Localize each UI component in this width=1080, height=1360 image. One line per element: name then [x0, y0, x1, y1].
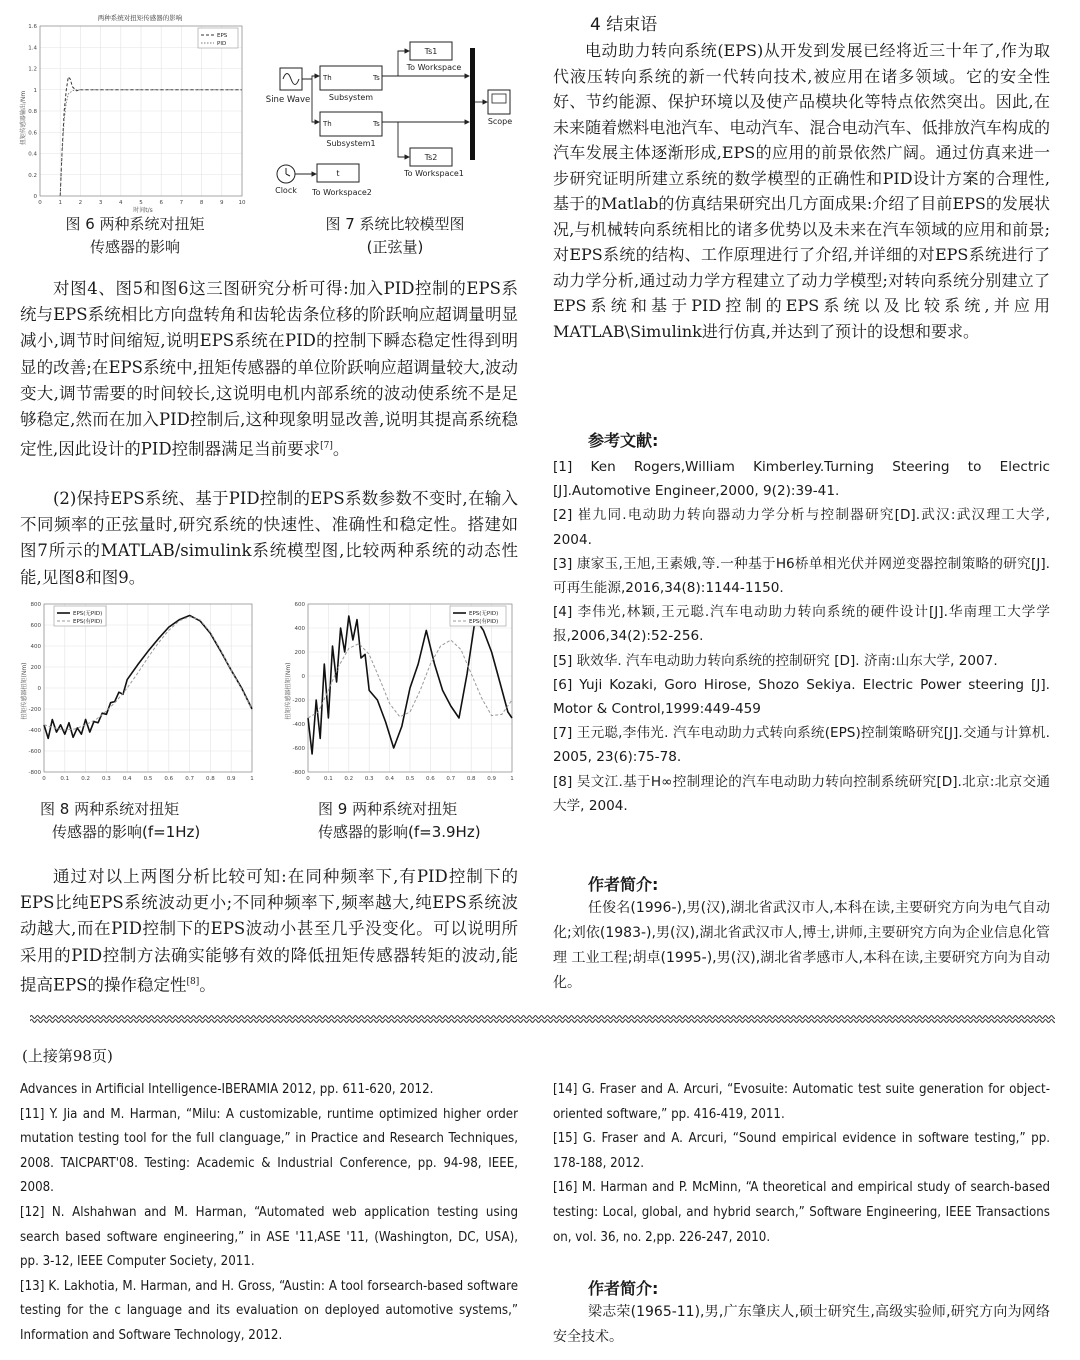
bottom-right-references	[553, 1078, 1050, 1250]
legend-entry: EPS(无PID)	[73, 611, 103, 617]
figure-8-ylabel: 扭矩传感器扭矩(Nm)	[21, 662, 28, 720]
y-tick-label: 0.4	[28, 151, 37, 158]
figure-8	[18, 596, 263, 786]
x-tick-label: 10	[238, 200, 246, 206]
x-tick-label: 0.5	[143, 776, 153, 782]
x-tick-label: 0.1	[324, 776, 333, 782]
x-tick-label: 0.3	[364, 776, 374, 782]
x-tick-label: 1	[58, 200, 62, 206]
x-tick-label: 9	[220, 200, 224, 206]
y-tick-label: -600	[28, 749, 41, 755]
left-paragraph-3-text: 通过对以上两图分析比较可知:在同种频率下,有PID控制下的EPS比纯EPS系统波动更小;不同种频率下,频率越大,纯EPS系统波动越大,而在PID控制下的EPS波动小甚至几乎没变化。可以说明所采用的PID控制方法确实能够有效的降低扭矩传感器转矩的波动,能提高EPS的操作稳定性	[20, 867, 518, 995]
left-paragraph-1-text: 对图4、图5和图6这三图研究分析可得:加入PID控制的EPS系统与EPS系统相比方向盘转角和齿轮齿条位移的阶跃响应超调量明显减小,调节时间缩短,说明EPS系统在PID的控制下瞬态稳定性得到明显的改善;在EPS系统中,扭矩传感器的单位阶跃响应超调量较大,波动变大,调节需要的时间较长,这说明电机内部系统的波动使系统不是足够稳定,然而在加入PID控制后,这种现象明显改善,说明其提高系统稳定性,因此设计的PID控制器满足当前要求	[20, 279, 518, 459]
y-tick-label: 1	[33, 87, 37, 94]
figure-6-ylabel: 扭矩传感器输出/Nm	[20, 90, 27, 146]
sine-wave-label: Sine Wave	[265, 95, 311, 105]
x-tick-label: 0.4	[122, 776, 132, 782]
figure-6-chart	[18, 8, 250, 213]
x-tick-label: 6	[159, 200, 163, 206]
left-paragraph-1-end: 。	[332, 439, 350, 459]
x-tick-label: 4	[119, 200, 123, 206]
continued-note: (上接第98页)	[22, 1047, 113, 1065]
figure-9-caption-line1: 图 9 两种系统对扭矩	[318, 800, 458, 818]
y-tick-label: 0	[301, 674, 305, 680]
y-tick-label: 1.2	[28, 66, 37, 73]
reference-item: [8] 吴文江.基于H∞控制理论的汽车电动助力转向控制系统研究[D].北京:北京交通大学, 2004.	[553, 773, 1050, 814]
legend-entry: EPS	[217, 33, 228, 39]
section-heading-conclusion: 4 结束语	[590, 15, 658, 35]
legend-entry: EPS(有PID)	[73, 619, 103, 625]
x-tick-label: 1	[250, 776, 254, 782]
ts2-name: Ts2	[424, 153, 438, 162]
figure-9-ylabel: 扭矩传感器扭矩(Nm)	[285, 662, 292, 720]
legend-entry: EPS(有PID)	[469, 619, 499, 625]
reference-item: [4] 李伟光,林颖,王元聪.汽车电动助力转向系统的硬件设计[J].华南理工大学学报,2006,34(2):52-256.	[553, 604, 1050, 645]
figure-9-chart	[282, 596, 522, 786]
figure-9-caption-line2: 传感器的影响(f=3.9Hz)	[318, 823, 481, 841]
citation-7: [7]	[320, 441, 333, 452]
x-tick-label: 0	[306, 776, 310, 782]
figure-8-caption	[40, 798, 240, 844]
y-tick-label: 400	[294, 626, 305, 632]
reference-item: [11] Y. Jia and M. Harman, “Milu: A customizable, runtime optimized higher order mutation testing tool for the full clanguage,” in Practice and Research Techniques, 2008. TAICPART'08. Testing: Academic & Industrial Conference, pp. 94-98, IEEE, 2008.	[20, 1106, 518, 1196]
series-line-2	[60, 90, 242, 196]
x-tick-label: 0.2	[81, 776, 90, 782]
x-tick-label: 0	[38, 200, 42, 206]
bottom-left-references	[20, 1078, 518, 1349]
figure-7-caption-line2: (正弦量)	[366, 238, 424, 256]
reference-item: [15] G. Fraser and A. Arcuri, “Sound empirical evidence in software testing,” pp. 178-188, 2012.	[553, 1131, 1050, 1171]
y-tick-label: 600	[30, 623, 41, 629]
x-tick-label: 0.8	[206, 776, 215, 782]
y-tick-label: 1.4	[28, 45, 37, 52]
author-title: 作者简介:	[588, 875, 659, 894]
figure-6	[18, 8, 250, 213]
reference-item: [7] 王元聪,李伟光. 汽车电动助力式转向系统(EPS)控制策略研究[J].交通与计算机. 2005, 23(6):75-78.	[553, 725, 1050, 766]
conclusion-paragraph: 电动助力转向系统(EPS)从开发到发展已经将近三十年了,作为取代液压转向系统的新一代转向技术,被应用在诸多领域。它的安全性好、节约能源、保护环境以及使产品模块化等特点依然突出。因此,在未来随着燃料电池汽车、电动汽车、混合电动汽车、低排放汽车构成的汽车发展主体逐渐形成,EPS的应用的前景依然广阔。通过仿真来进一步研究证明所建立系统的数学模型的正确性和PID设计方案的合理性,基于的Matlab的仿真结果研究出几方面成果:介绍了目前EPS的发展状况,与机械转向系统相比的诸多优势以及未来在汽车领域的应用和前景;对EPS系统的结构、工作原理进行了介绍,并详细的对EPS系统进行了动力学分析,通过动力学方程建立了动力学模型;对转向系统分别建立了EPS系统和基于PID控制的EPS系统以及比较系统,并应用MATLAB\Simulink进行仿真,并达到了预计的设想和要求。	[553, 41, 1050, 341]
x-tick-label: 1	[510, 776, 514, 782]
legend-entry: EPS(无PID)	[469, 611, 499, 617]
reference-item: [1] Ken Rogers,William Kimberley.Turning Steering to Electric [J].Automotive Engineer,2000, 9(2):39-41.	[553, 459, 1050, 500]
x-tick-label: 0.4	[385, 776, 394, 782]
y-tick-label: -400	[28, 728, 41, 734]
subsystem1-in-port: Th	[323, 120, 332, 128]
subsystem1-out-port: Ts	[373, 120, 380, 128]
y-tick-label: -800	[292, 770, 305, 776]
left-paragraph-1	[20, 276, 518, 463]
author-bio: 任俊名(1996-),男(汉),湖北省武汉市人,本科在读,主要研究方向为电气自动化;刘依(1983-),男(汉),湖北省武汉市人,博士,讲师,主要研究方向为企业信息化管理 工业工程;胡卓(1995-),男(汉),湖北省孝感市人,本科在读,主要研究方向为自动化。	[553, 900, 1050, 991]
y-tick-label: 200	[30, 665, 41, 671]
y-tick-label: -200	[292, 698, 305, 704]
x-tick-label: 0.7	[185, 776, 194, 782]
scope-icon	[492, 94, 506, 103]
x-tick-label: 0.9	[226, 776, 236, 782]
figure-7	[262, 30, 532, 205]
x-tick-label: 0.5	[405, 776, 415, 782]
x-tick-label: 0.9	[487, 776, 496, 782]
reference-item: [2] 崔九同.电动助力转向器动力学分析与控制器研究[D].武汉:武汉理工大学, 2004.	[553, 507, 1050, 548]
figure-8-chart	[18, 596, 263, 786]
subsystem-out-port: Ts	[373, 74, 380, 82]
y-tick-label: -800	[28, 770, 41, 776]
figure-7-caption-line1: 图 7 系统比较模型图	[325, 215, 465, 233]
series-line-1	[60, 77, 242, 196]
ts2-label: To Workspace1	[404, 169, 464, 178]
y-tick-label: -400	[292, 722, 305, 728]
x-tick-label: 7	[179, 200, 184, 206]
x-tick-label: 0.1	[60, 776, 70, 782]
scope-label: Scope	[487, 117, 513, 126]
t-name: t	[336, 169, 340, 178]
legend-entry: PID	[217, 41, 227, 47]
figure-9-caption	[318, 798, 528, 844]
y-tick-label: -200	[28, 707, 41, 713]
y-tick-label: 600	[294, 602, 305, 608]
figure-6-caption-line2: 传感器的影响	[89, 238, 180, 256]
citation-8: [8]	[186, 976, 200, 987]
y-tick-label: 200	[294, 650, 305, 656]
figure-8-caption-line2: 传感器的影响(f=1Hz)	[52, 823, 201, 841]
figure-7-diagram	[262, 30, 532, 205]
x-tick-label: 3	[98, 200, 103, 206]
x-tick-label: 0.6	[426, 776, 435, 782]
subsystem-in-port: Th	[323, 74, 332, 82]
reference-item: Advances in Artificial Intelligence-IBERAMIA 2012, pp. 611-620, 2012.	[20, 1082, 434, 1097]
figure-7-caption	[285, 213, 505, 259]
figure-8-caption-line1: 图 8 两种系统对扭矩	[40, 800, 180, 818]
x-tick-label: 0.3	[102, 776, 111, 782]
x-tick-label: 2	[78, 200, 83, 206]
x-tick-label: 0	[42, 776, 46, 782]
reference-item: [6] Yuji Kozaki, Goro Hirose, Shozo Sekiya. Electric Power steering [J]. Motor & Control,1999:449-459	[553, 676, 1050, 718]
reference-item: [13] K. Lakhotia, M. Harman, and H. Gross, “Austin: A tool forsearch-based software testing for the c language and its evaluation on deployed automotive systems,” Information and Software Technology, 2012.	[20, 1278, 518, 1343]
y-tick-label: 0.2	[28, 172, 37, 179]
ts1-name: Ts1	[424, 47, 438, 56]
wavy-divider	[30, 1012, 1055, 1026]
left-paragraph-3	[20, 864, 518, 999]
t-label: To Workspace2	[312, 188, 372, 197]
ts1-label: To Workspace	[406, 63, 462, 72]
y-tick-label: -600	[292, 746, 305, 752]
figure-6-plot-title: 两种系统对扭矩传感器的影响	[97, 14, 183, 22]
y-tick-label: 1.6	[28, 24, 37, 30]
left-paragraph-2: (2)保持EPS系统、基于PID控制的EPS系数参数不变时,在输入不同频率的正弦量时,研究系统的快速性、准确性和稳定性。搭建如图7所示的MATLAB/simulink系统模型图,比较两种系统的动态性能,见图8和图9。	[20, 489, 518, 587]
x-tick-label: 0.8	[466, 776, 476, 782]
clock-label: Clock	[275, 186, 297, 195]
references-list	[553, 455, 1050, 818]
left-paragraph-3-end: 。	[199, 975, 216, 995]
reference-item: [12] N. Alshahwan and M. Harman, “Automated web application testing using search based software engineering,” in ASE '11,ASE '11, (Washington, DC, USA), pp. 3-12, IEEE Computer Society, 2011.	[20, 1204, 518, 1270]
mux-block	[470, 48, 475, 160]
x-tick-label: 8	[199, 200, 204, 206]
reference-item: [3] 康家玉,王旭,王素娥,等.一种基于H6桥单相光伏并网逆变器控制策略的研究[J].可再生能源,2016,34(8):1144-1150.	[553, 555, 1050, 597]
bottom-author-bio: 梁志荣(1965-11),男,广东肇庆人,硕士研究生,高级实验师,研究方向为网络安全技术。	[553, 1304, 1050, 1345]
reference-item: [5] 耿效华. 汽车电动助力转向系统的控制研究 [D]. 济南:山东大学, 2007.	[553, 652, 998, 669]
y-tick-label: 0.6	[28, 130, 37, 137]
subsystem1-label: Subsystem1	[326, 139, 376, 148]
y-tick-label: 800	[30, 602, 41, 608]
x-tick-label: 0.7	[446, 776, 456, 782]
y-tick-label: 0.8	[28, 109, 37, 115]
figure-6-caption-line1: 图 6 两种系统对扭矩	[65, 215, 205, 233]
subsystem-label: Subsystem	[328, 93, 374, 102]
figure-6-xlabel: 时间t/s	[133, 207, 153, 213]
figure-9	[282, 596, 522, 786]
bottom-author-title: 作者简介:	[588, 1279, 659, 1298]
references-title: 参考文献:	[588, 431, 659, 450]
y-tick-label: 400	[30, 644, 41, 650]
x-tick-label: 5	[139, 200, 143, 206]
x-tick-label: 0.6	[164, 776, 174, 782]
reference-item: [14] G. Fraser and A. Arcuri, “Evosuite: Automatic test suite generation for object-oriented software,” pp. 416-419, 2011.	[553, 1082, 1050, 1122]
x-tick-label: 0.2	[344, 776, 354, 782]
y-tick-label: 0	[33, 194, 37, 200]
y-tick-label: 0	[37, 686, 41, 692]
figure-6-caption	[30, 213, 240, 259]
reference-item: [16] M. Harman and P. McMinn, “A theoretical and empirical study of search-based testing: Local, global, and hybrid search,” Software Engineering, IEEE Transactions on, vol. 36, no. 2,pp. 226-247, 2010.	[553, 1180, 1050, 1245]
